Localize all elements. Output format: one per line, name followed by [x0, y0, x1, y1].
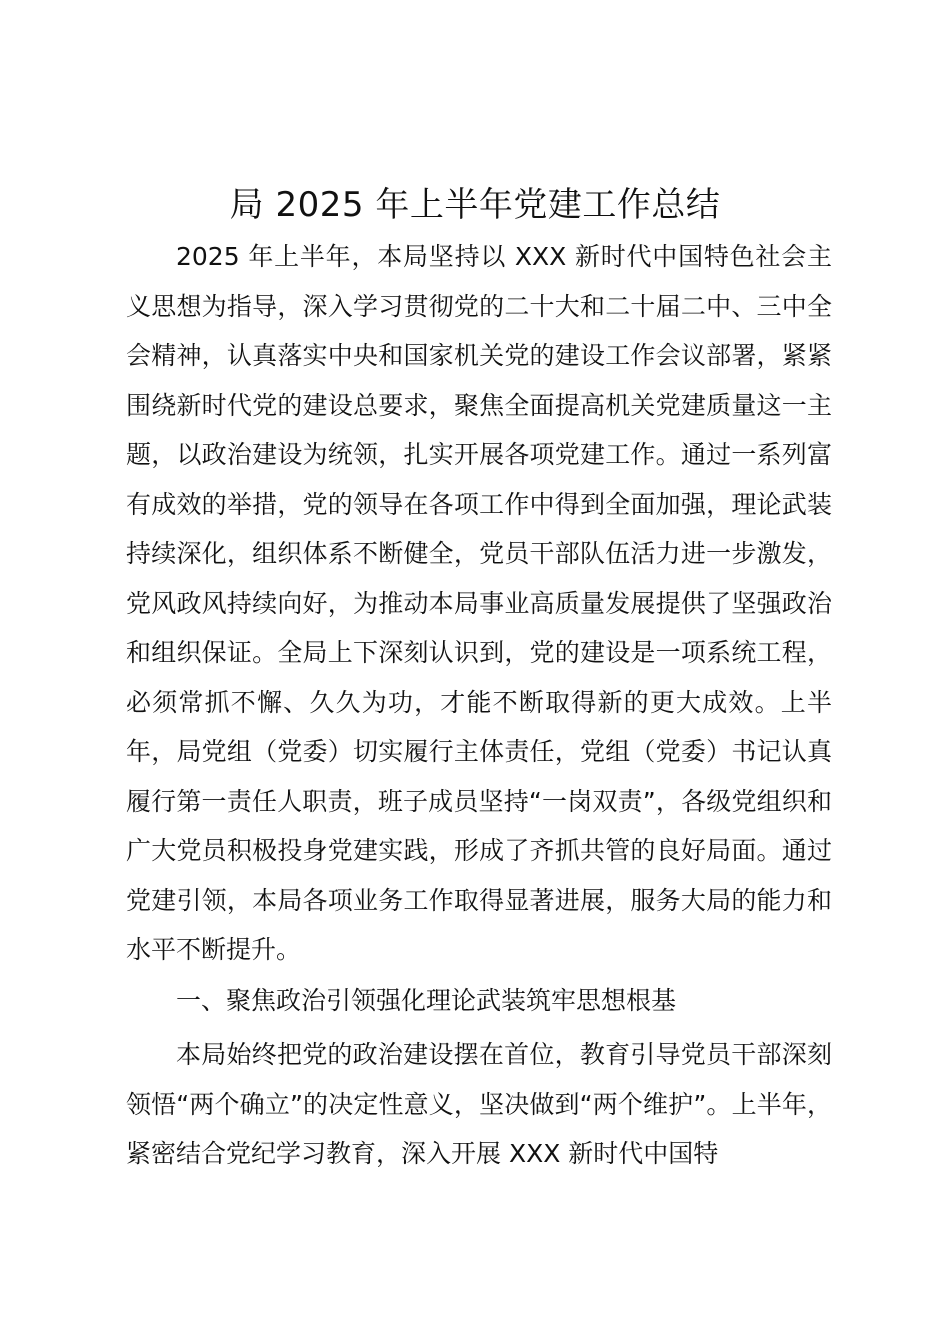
section-paragraph: 本局始终把党的政治建设摆在首位，教育引导党员干部深刻领悟“两个确立”的决定性意义，坚决做到“两个维护”。上半年，紧密结合党纪学习教育，深入开展 XXX 新时代中国特	[126, 1040, 832, 1168]
document-title: 局 2025 年上半年党建工作总结	[229, 185, 721, 225]
intro-paragraph: 2025 年上半年，本局坚持以 XXX 新时代中国特色社会主义思想为指导，深入学习贯彻党的二十大和二十届二中、三中全会精神，认真落实中央和国家机关党的建设工作会议部署，紧紧围绕新时代党的建设总要求，聚焦全面提高机关党建质量这一主题，以政治建设为统领，扎实开展各项党建工作。通过一系列富有成效的举措，党的领导在各项工作中得到全面加强，理论武装持续深化，组织体系不断健全，党员干部队伍活力进一步激发，党风政风持续向好，为推动本局事业高质量发展提供了坚强政治和组织保证。全局上下深刻认识到，党的建设是一项系统工程，必须常抓不懈、久久为功，才能不断取得新的更大成效。上半年，局党组（党委）切实履行主体责任，党组（党委）书记认真履行第一责任人职责，班子成员坚持“一岗双责”，各级党组织和广大党员积极投身党建实践，形成了齐抓共管的良好局面。通过党建引领，本局各项业务工作取得显著进展，服务大局的能力和水平不断提升。	[126, 242, 832, 964]
section-heading: 一、聚焦政治引领强化理论武装筑牢思想根基	[176, 986, 677, 1015]
